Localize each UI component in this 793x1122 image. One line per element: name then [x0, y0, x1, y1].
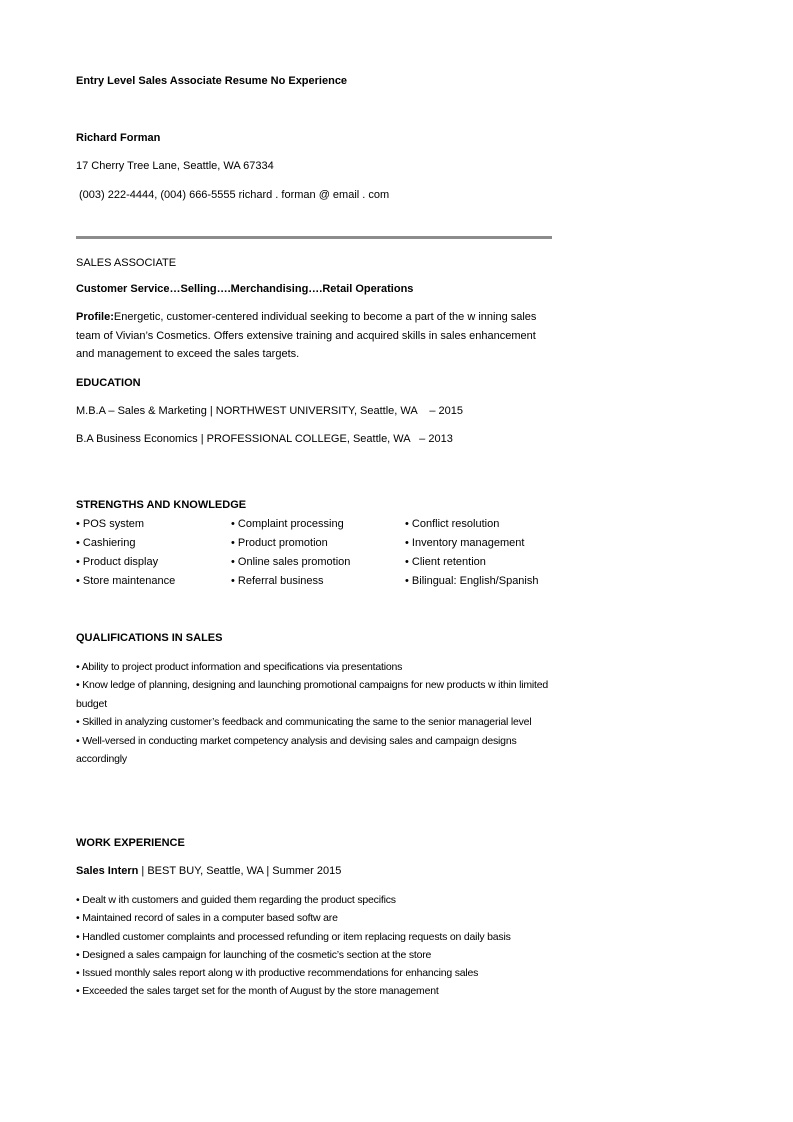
- strength-item: • Client retention: [405, 556, 486, 568]
- candidate-name: Richard Forman: [76, 132, 161, 144]
- profile-text: Energetic, customer-centered individual seeking to become a part of the w inning sales team of Vivian’s Cosmetics. Offers extensive training and acquired skills in sales enhancement and management to exceed the sales targets.: [76, 311, 537, 360]
- qualification-item: • Know ledge of planning, designing and launching promotional campaigns for new products w ithin limited budget: [76, 679, 549, 710]
- profile-label: Profile:: [76, 311, 114, 323]
- qualification-item: • Well-versed in conducting market competency analysis and devising sales and campaign designs accordingly: [76, 734, 517, 766]
- profile-paragraph: [76, 308, 556, 364]
- strengths-column-1: [76, 515, 175, 591]
- duty-item: • Maintained record of sales in a computer based softw are: [76, 912, 338, 925]
- document-title: Entry Level Sales Associate Resume No Experience: [76, 75, 348, 87]
- duty-item: • Dealt w ith customers and guided them regarding the product specifics: [76, 894, 396, 906]
- strength-item: • Cashiering: [76, 537, 136, 549]
- education-heading: EDUCATION: [76, 377, 141, 389]
- duty-item: • Issued monthly sales report along w ith productive recommendations for enhancing sales: [76, 967, 479, 980]
- strength-item: • Complaint processing: [231, 518, 344, 530]
- strengths-column-2: [231, 515, 350, 591]
- strengths-heading: STRENGTHS AND KNOWLEDGE: [76, 499, 247, 511]
- strength-item: • Product display: [76, 556, 159, 568]
- duty-item: • Exceeded the sales target set for the month of August by the store management: [76, 985, 439, 998]
- qualifications-heading: QUALIFICATIONS IN SALES: [76, 632, 223, 644]
- strength-item: • Product promotion: [231, 537, 328, 549]
- work-duties-list: [76, 891, 556, 1001]
- contact-line: (003) 222-4444, (004) 666-5555 richard . forman @ email . com: [79, 189, 390, 201]
- strength-item: • Store maintenance: [76, 575, 176, 587]
- duty-item: • Designed a sales campaign for launching of the cosmetic’s section at the store: [76, 948, 432, 961]
- qualifications-list: [76, 658, 548, 768]
- focus-areas: Customer Service…Selling….Merchandising….Retail Operations: [76, 283, 414, 295]
- strength-item: • Online sales promotion: [231, 556, 351, 568]
- strength-item: • Inventory management: [405, 537, 525, 549]
- headline: SALES ASSOCIATE: [76, 257, 177, 269]
- job-role: Sales Intern: [76, 865, 139, 877]
- education-entry: M.B.A – Sales & Marketing | NORTHWEST UNIVERSITY, Seattle, WA – 2015: [76, 405, 463, 417]
- strength-item: • POS system: [76, 518, 145, 530]
- strength-item: • Conflict resolution: [405, 518, 500, 530]
- address-line: 17 Cherry Tree Lane, Seattle, WA 67334: [76, 160, 274, 172]
- work-heading: WORK EXPERIENCE: [76, 837, 185, 849]
- qualification-item: • Ability to project product information and specifications via presentations: [76, 661, 403, 673]
- strength-item: • Referral business: [231, 575, 324, 587]
- job-details: | BEST BUY, Seattle, WA | Summer 2015: [138, 865, 342, 877]
- education-entry: B.A Business Economics | PROFESSIONAL COLLEGE, Seattle, WA – 2013: [76, 433, 453, 445]
- strengths-column-3: [405, 515, 539, 591]
- qualification-item: • Skilled in analyzing customer’s feedback and communicating the same to the senior managerial level: [76, 716, 532, 729]
- job-title-line: [76, 864, 341, 878]
- strength-item: • Bilingual: English/Spanish: [405, 575, 539, 587]
- duty-item: • Handled customer complaints and processed refunding or item replacing requests on daily basis: [76, 930, 511, 943]
- header-divider: [76, 236, 552, 239]
